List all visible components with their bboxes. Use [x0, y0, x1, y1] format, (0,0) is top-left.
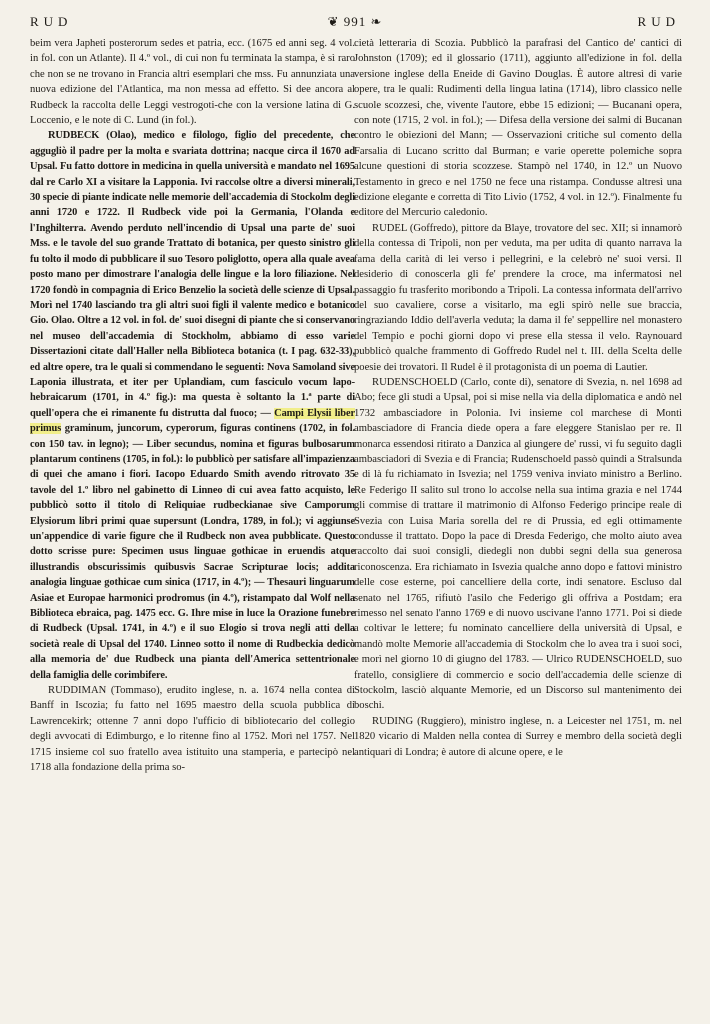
right-column [354, 36, 682, 760]
left-column [30, 36, 355, 776]
entry-rudbeck-olao [30, 128, 355, 683]
entry-continuation: beim vera Japheti posterorum sedes et patria, ecc. (1675 ed anni seg. 4 vol. in fol. con un Atlante). Il 4.º vol., di cui non fu terminata la stampa, è sì raro che non se ne trovano in Francia altri esemplari che mss. Fu annunziata una nuova edizione del l'Atlantica, ma non messa ad effetto. Si dee ancora al Rudbeck la raccolta delle Leggi vestrogoti-che con la versione latina di G. Loccenio, e le note di C. Lund (in fol.). [30, 38, 355, 127]
header-left-word: RUD [30, 14, 73, 29]
entry-rudbeck-olao-text-b: graminum, juncorum, cyperorum, figuras continens (1702, in fol. con 150 tav. in legno); — Liber secundus, nomina et figuras bulbosarum plantarum continens (1705, in fol.): lo pubblicò per satisfare all'impazienza di quei che amano i fiori. Iacopo Eduardo Smith avendo ritrovato 35 tavole del 1.º libro nel gabinetto di Linneo di cui avea fatto acquisto, le pubblicò sotto il titolo di Reliquiae rudbeckianae sive Camporum Elysiorum libri primi quae supersunt (Londra, 1789, in fol.); vi aggiunse un'appendice di varie figure che il Rudbeck non avea pubblicate. Questo dotto scrisse pure: Specimen usus linguae gothicae in eruendis atque illustrandis obscurissimis quibusvis Sacrae Scripturae locis; addita analogia linguae gothicae cum sinica (1717, in 4.º); — Thesauri linguarum Asiae et Europae harmonici prodromus (in 4.º), ristampato dal Wolf nella Biblioteca ebraica, pag. 1475 ecc. G. Ihre mise in luce la Orazione funebre di Rudbeck (Upsal. 1741, in 4.º) e il suo Elogio si trova negli atti della società reale di Upsal del 1740. Linneo sotto il nome di Rudbeckia dedicò alla memoria de' due Rudbeck una pianta dell'America settentrionale della famiglia delle corimbifere. [30, 423, 355, 681]
running-header [30, 14, 680, 36]
highlighted-title: Campi Elysii liber primus [30, 407, 355, 435]
entry-ruding: RUDING (Ruggiero), ministro inglese, n. a Leicester nel 1751, m. nel 1820 vicario di Malden nella contea di Surrey e membro della società degli antiquari di Londra; è autore di alcune opere, e le [354, 715, 682, 758]
page-number: 991 [343, 14, 367, 29]
entry-rudel: RUDEL (Goffredo), pittore da Blaye, trovatore del sec. XII; si innamorò della contessa di Tripoli, non per veduta, ma per udita di quanto narrava la fama della carità di lei verso i pellegrini, e la celebrò ne' suoi versi. Il desiderio di conoscerla gli fe' prendere la croce, ma infermatosi nel passaggio fu trasferito moribondo a Tripoli. La contessa informata dell'arrivo del suo cavaliere, corse a visitarlo, ma egli spirò nelle sue braccia, ringraziando Iddio dell'averla veduta; la dama il fe' seppellire nel monastero del Tempio e pochi giorni dopo vi prese ella stessa il velo. Raynouard pubblicò qualche frammento di Goffredo Rudel nel t. III. della Scelta delle poesie dei trovatori. Il Rudel è il protagonista di un poema di Lautier. [354, 222, 682, 373]
page-number-block [30, 14, 680, 30]
entry-ruddiman: RUDDIMAN (Tommaso), erudito inglese, n. a. 1674 nella contea di Banff in Iscozia; fu fatto nel 1695 maestro della scuola pubblica di Lawrencekirk; ottenne 7 anni dopo l'ufficio di bibliotecario del collegio degli avvocati di Edimburgo, e lo ritenne fino al 1752. Morì nel 1757. Nel 1715 insieme col suo fratello avea istituito una stamperia, e partecipò nel 1718 alla fondazione della prima so- [30, 685, 355, 774]
entry-rudenschoeld: RUDENSCHOELD (Carlo, conte di), senatore di Svezia, n. nel 1698 ad Abo; fece gli studi a Upsal, poi si mise nella via della diplomatica e andò nel 1732 ambasciadore in Polonia. Ivi insieme col marchese di Monti ambasciadore di Francia diede opera a fare eleggere Stanislao per re. Il monarca essendosi ritirato a Danzica al giungere de' russi, vi fu seguito dagli ambasciadori di Svezia e di Francia; Rudenschoeld passò quindi a Stralsunda e di là fu richiamato in Isvezia; nel 1759 veniva inviato ministro a Berlino. Re Federigo II salito sul trono lo accolse nella sua intima grazia e nel 1744 gli commise di trattare il matrimonio di Alfonso Federigo principe reale di Svezia con Luisa Maria sorella del re di Prussia, ed egli ottimamente condusse il trattato. Dopo la pace di Dresda Federigo, che molto aiuto avea raccolto dai suoi consigli, diedegli non dubbi segni della sua generosa riconoscenza. Era richiamato in Isvezia qualche anno dopo e fattovi ministro delle cose esterne, poi cancelliere della corte, indi senatore. Escluso dal senato nel 1765, rifiutò l'asilo che Federigo gli offriva a Postdam; era rimesso nel senato l'anno 1769 e di nuovo uscivane l'anno 1771. Poi si diede a coltivar le lettere; fu nominato cancelliere della università di Upsal, e mandò molte Memorie all'accademia di Stockolm che lo avea tra i suoi soci, e morì nel giorno 10 di giugno del 1783. — Ulrico RUDENSCHOELD, suo fratello, consigliere di commercio e socio dell'accademia delle scienze di Stockolm, lasciò alquante Memorie, ed un Discorso sul mantenimento dei boschi. [354, 376, 682, 712]
header-right-word: RUD [637, 14, 680, 29]
ornament-right-icon: ❧ [370, 14, 383, 29]
entry-ruddiman-continued: cietà letteraria di Scozia. Pubblicò la parafrasi del Cantico de' cantici di Johnston (1709); ed il glossario (1711), aggiunto all'edizione in fol. della versione inglese della Eneide di Gavino Douglas. È autore altresì di varie opere, tra le quali: Rudimenti della lingua latina (1714), libro classico nelle scuole scozzesi, che, vivente l'autore, ebbe 15 edizioni; — Bucanani opera, con note (1715, 2 vol. in fol.); — Difesa della versione dei salmi di Bucanan contro le obiezioni del Mann; — Osservazioni critiche sul comento della Farsalia di Lucano scritto dal Burman; e varie operette polemiche sopra alcune questioni di storia scozzese. Stampò nel 1740, in 12.º un Nuovo Testamento in greco e nel 1750 ne fece una ristampa. Condusse altresì una edizione elegante e corretta di Tito Livio (1752, 4 vol. in 12.º). Finalmente fu editore del Mercurio caledonio. [354, 38, 682, 219]
ornament-left-icon: ❦ [327, 14, 340, 29]
entry-rudbeck-olao-text-a: RUDBECK (Olao), medico e filologo, figlio del precedente, che aggugliò il padre per la molta e svariata dottrina; nacque circa il 1670 ad Upsal. Fu fatto dottore in medicina in quella università e mandato nel 1695 dal re Carlo XI a visitare la Lapponia. Ivi raccolse oltre a diversi minerali, 30 specie di piante indicate nelle memorie dell'accademia di Stockolm degli anni 1720 e 1722. Il Rudbeck vide poi la Germania, l'Olanda e l'Inghilterra. Avendo perduto nell'incendio di Upsal una parte de' suoi Mss. e le tavole del suo grande Trattato di botanica, per questo sinistro gli fu tolto il modo di pubblicare il suo Tesoro poliglotto, opera alla quale avea posto mano per dimostrare l'analogia delle lingue e la loro filiazione. Nel 1720 fondò in compagnia di Erico Benzelio la società delle scienze di Upsal. Morì nel 1740 lasciando tra gli altri suoi figli il valente medico e botanico Gio. Olao. Oltre a 12 vol. in fol. de' suoi disegni di piante che si conservano nel museo dell'accademia di Stockholm, abbiamo di esso varie Dissertazioni citate dall'Haller nella Biblioteca botanica (t. I pag. 632-33), ed altre opere, tra le quali si commendano le seguenti: Nova Samoland sive Laponia illustrata, et iter per Uplandiam, cum fasciculo vocum lapo-hebraicarum (1701, in 4.º fig.): ma questa è soltanto la 1.ª parte di quell'opera che ei rimanente fu distrutta dal fuoco; — [30, 130, 355, 419]
